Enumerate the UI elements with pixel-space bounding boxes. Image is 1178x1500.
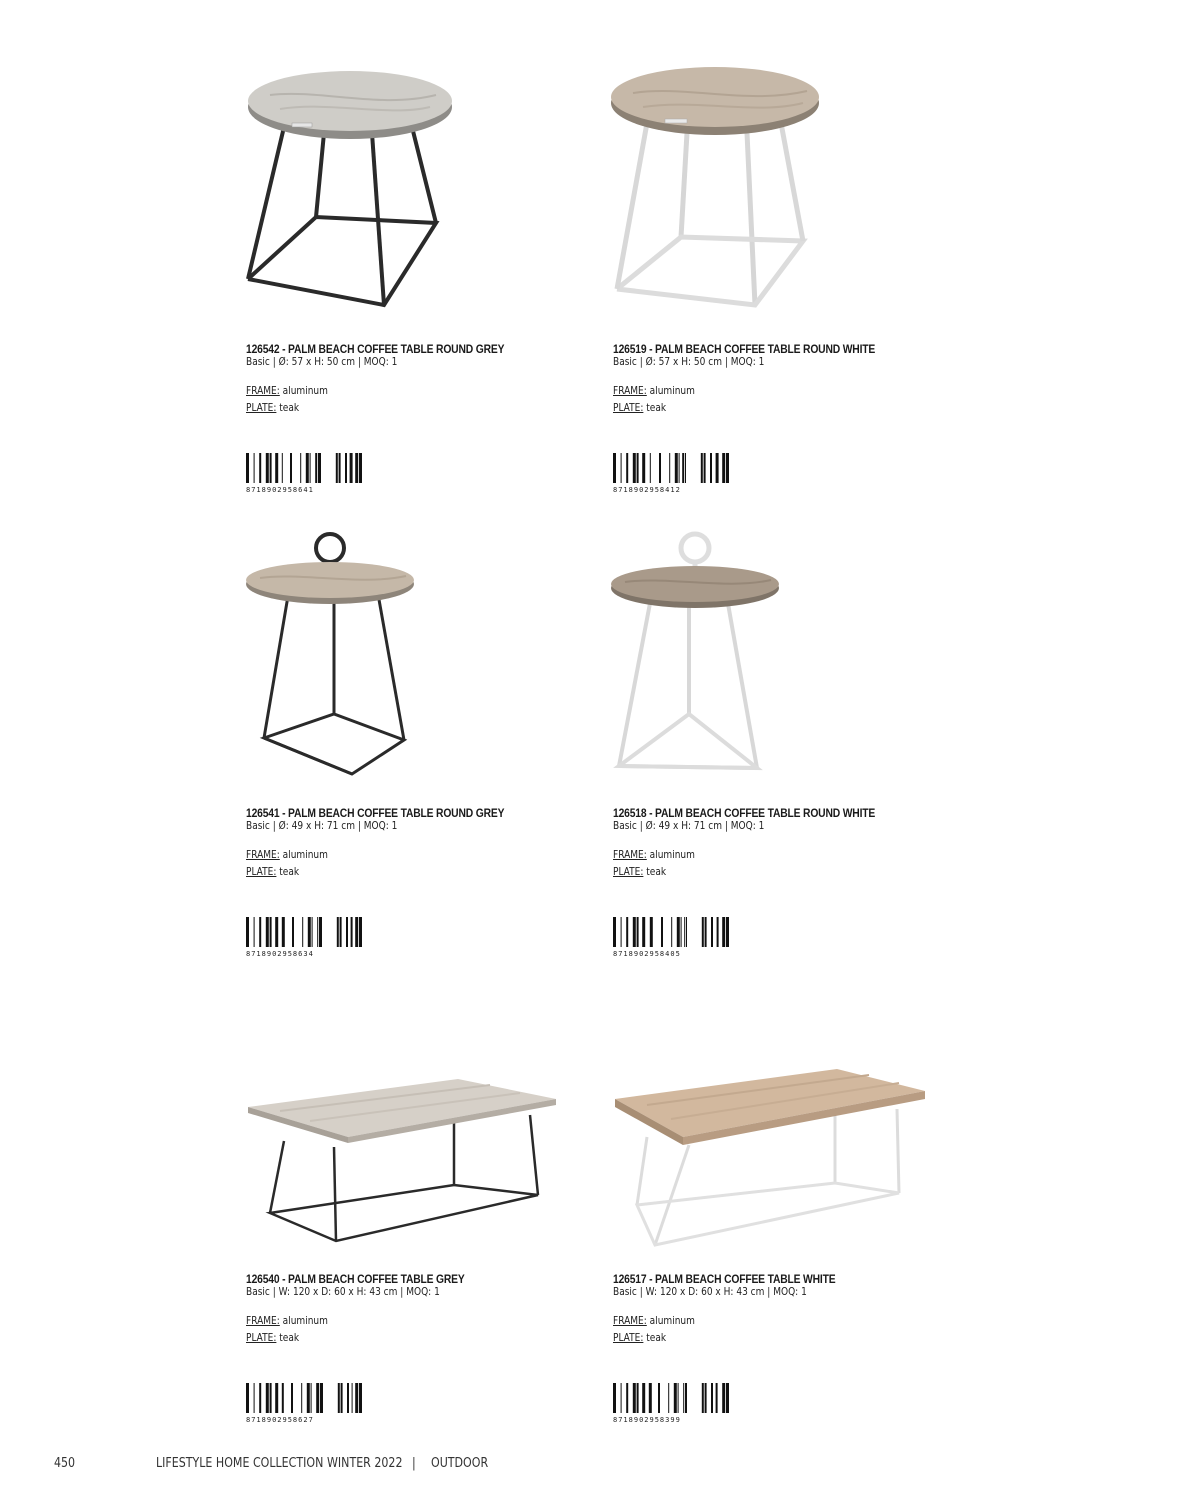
product-info — [613, 1273, 943, 1424]
barcode-bar — [246, 1383, 249, 1413]
plate-label: PLATE: — [246, 865, 277, 878]
barcode-bar — [246, 917, 249, 947]
barcode-bar — [310, 453, 311, 483]
product-image — [607, 1065, 937, 1255]
barcode-bar — [352, 1383, 353, 1413]
frame-label: FRAME: — [246, 384, 280, 397]
barcode-bar — [650, 917, 653, 947]
barcode-bar — [633, 917, 636, 947]
barcode-bar — [270, 453, 272, 483]
barcode-bar — [678, 1383, 679, 1413]
product-image — [240, 65, 570, 325]
barcode — [613, 1383, 731, 1424]
product-specs: Basic | Ø: 49 x H: 71 cm | MOQ: 1 — [613, 819, 765, 832]
plate-material — [246, 1329, 517, 1346]
barcode-bar — [717, 917, 719, 947]
plate-label: PLATE: — [246, 1331, 277, 1344]
barcode-bar — [266, 1383, 269, 1413]
barcode-bar — [347, 1383, 349, 1413]
barcode-bar — [637, 917, 639, 947]
barcode-bar — [722, 917, 725, 947]
barcode-bar — [668, 1383, 669, 1413]
page-number: 450 — [54, 1456, 76, 1471]
page-footer — [0, 1456, 1178, 1476]
barcode-bar — [626, 453, 628, 483]
product-info — [613, 343, 943, 494]
barcode-bar — [300, 453, 301, 483]
frame-value: aluminum — [282, 1314, 328, 1327]
barcode-bar — [710, 453, 712, 483]
barcode-bar — [722, 1383, 725, 1413]
barcode-bar — [338, 1383, 340, 1413]
barcode-bar — [311, 1383, 312, 1413]
product-title: 126540 - PALM BEACH COFFEE TABLE GREY — [246, 1272, 465, 1286]
barcode-bar — [337, 917, 339, 947]
barcode-bar — [642, 1383, 645, 1413]
plate-label: PLATE: — [613, 401, 644, 414]
frame-label: FRAME: — [246, 848, 280, 861]
barcode-bar — [340, 917, 342, 947]
barcode-bar — [711, 917, 713, 947]
barcode-bar — [359, 917, 362, 947]
product-card — [240, 1075, 570, 1255]
barcode-bar — [246, 453, 249, 483]
barcode-bar — [318, 453, 321, 483]
barcode-bar — [649, 1383, 652, 1413]
barcode-bar — [282, 917, 285, 947]
barcode-bar — [613, 917, 616, 947]
product-info — [613, 807, 943, 958]
barcode-bar — [308, 917, 311, 947]
barcode-bar — [684, 917, 685, 947]
barcode-bar — [658, 1383, 660, 1413]
plate-label: PLATE: — [246, 401, 277, 414]
barcode-bar — [626, 917, 628, 947]
barcode-bar — [674, 1383, 677, 1413]
barcode-bar — [683, 1383, 684, 1413]
barcode-bar — [320, 1383, 323, 1413]
barcode — [613, 917, 731, 958]
product-info — [246, 807, 576, 958]
barcode-bar — [351, 917, 353, 947]
barcode-bar — [669, 453, 670, 483]
barcode-bar — [704, 453, 706, 483]
barcode-bar — [716, 1383, 718, 1413]
ean-code: 8718902958412 — [613, 486, 681, 494]
barcode-bar — [716, 453, 719, 483]
plate-value: teak — [646, 865, 667, 878]
product-specs: Basic | W: 120 x D: 60 x H: 43 cm | MOQ: 1 — [613, 1285, 807, 1298]
frame-label: FRAME: — [246, 1314, 280, 1327]
barcode-bar — [671, 917, 672, 947]
barcode-bar — [705, 917, 707, 947]
barcode-bar — [681, 917, 682, 947]
frame-label: FRAME: — [613, 848, 647, 861]
barcode-bar — [266, 917, 269, 947]
barcode-bar — [677, 917, 680, 947]
barcode-bar — [336, 453, 338, 483]
product-info — [246, 343, 576, 494]
barcode-bar — [642, 917, 645, 947]
barcode-bar — [291, 1383, 293, 1413]
product-specs: Basic | Ø: 57 x H: 50 cm | MOQ: 1 — [246, 355, 398, 368]
product-image — [240, 1075, 570, 1255]
barcode-bar — [259, 453, 261, 483]
plate-material — [613, 399, 884, 416]
barcode-bar — [685, 453, 686, 483]
frame-material — [246, 846, 517, 863]
barcode-bar — [685, 1383, 687, 1413]
product-title: 126519 - PALM BEACH COFFEE TABLE ROUND WHITE — [613, 342, 876, 356]
barcode-bar — [316, 1383, 319, 1413]
product-image — [607, 528, 937, 788]
plate-value: teak — [646, 1331, 667, 1344]
season-label: WINTER 2022 — [327, 1456, 403, 1471]
barcode-bar — [637, 453, 639, 483]
barcode — [246, 453, 364, 494]
product-card — [240, 65, 570, 325]
barcode-bar — [702, 917, 704, 947]
product-card — [607, 65, 937, 325]
barcode-bar — [613, 1383, 616, 1413]
barcode-bar — [302, 917, 303, 947]
barcode-bar — [254, 1383, 255, 1413]
barcode-bar — [626, 1383, 628, 1413]
barcode-bar — [266, 453, 269, 483]
barcode-bar — [270, 1383, 272, 1413]
barcode-bar — [290, 453, 292, 483]
frame-value: aluminum — [649, 384, 695, 397]
product-title: 126542 - PALM BEACH COFFEE TABLE ROUND GREY — [246, 342, 505, 356]
barcode-bar — [711, 1383, 713, 1413]
barcode-bar — [259, 917, 261, 947]
barcode-bar — [701, 453, 703, 483]
plate-value: teak — [279, 401, 300, 414]
barcode-bar — [675, 453, 678, 483]
barcode-bar — [355, 917, 358, 947]
plate-material — [246, 863, 517, 880]
barcode — [246, 917, 364, 958]
barcode-bar — [355, 1383, 358, 1413]
barcode-bar — [275, 917, 278, 947]
ean-code: 8718902958634 — [246, 950, 314, 958]
collection-name: LIFESTYLE HOME COLLECTION — [156, 1456, 324, 1471]
product-specs: Basic | Ø: 57 x H: 50 cm | MOQ: 1 — [613, 355, 765, 368]
frame-material — [613, 1312, 884, 1329]
frame-material — [613, 382, 884, 399]
barcode-bar — [682, 453, 684, 483]
barcode-bar — [702, 1383, 704, 1413]
barcode-bar — [254, 917, 255, 947]
barcode-bar — [319, 917, 322, 947]
barcode-bar — [350, 453, 353, 483]
barcode-bar — [355, 453, 358, 483]
barcode-bar — [621, 453, 622, 483]
frame-value: aluminum — [282, 848, 328, 861]
plate-value: teak — [279, 865, 300, 878]
frame-material — [246, 382, 517, 399]
barcode-bar — [642, 453, 645, 483]
frame-value: aluminum — [649, 848, 695, 861]
product-card — [607, 528, 937, 788]
frame-value: aluminum — [282, 384, 328, 397]
plate-material — [613, 863, 884, 880]
barcode-bar — [621, 1383, 622, 1413]
barcode-bar — [633, 1383, 636, 1413]
barcode-bar — [726, 1383, 729, 1413]
barcode-bar — [650, 453, 651, 483]
ean-code: 8718902958641 — [246, 486, 314, 494]
product-title: 126517 - PALM BEACH COFFEE TABLE WHITE — [613, 1272, 836, 1286]
barcode-bar — [339, 453, 341, 483]
barcode-bar — [359, 1383, 362, 1413]
frame-material — [246, 1312, 517, 1329]
barcode-bar — [275, 1383, 278, 1413]
barcode-bar — [282, 453, 283, 483]
barcode-bar — [312, 917, 313, 947]
ean-code: 8718902958405 — [613, 950, 681, 958]
section-label: OUTDOOR — [431, 1456, 489, 1471]
ean-code: 8718902958399 — [613, 1416, 681, 1424]
product-card — [607, 1065, 937, 1255]
barcode-bar — [637, 1383, 639, 1413]
plate-value: teak — [646, 401, 667, 414]
product-card — [240, 528, 570, 788]
barcode-bar — [301, 1383, 302, 1413]
barcode-bar — [270, 917, 272, 947]
barcode-bar — [359, 453, 362, 483]
barcode-bar — [315, 453, 317, 483]
plate-material — [613, 1329, 884, 1346]
product-title: 126541 - PALM BEACH COFFEE TABLE ROUND GREY — [246, 806, 505, 820]
barcode-bar — [659, 453, 661, 483]
barcode-bar — [345, 453, 347, 483]
barcode-bar — [292, 917, 294, 947]
barcode-bar — [613, 453, 616, 483]
product-specs: Basic | Ø: 49 x H: 71 cm | MOQ: 1 — [246, 819, 398, 832]
plate-material — [246, 399, 517, 416]
plate-label: PLATE: — [613, 1331, 644, 1344]
barcode-bar — [306, 453, 309, 483]
ean-code: 8718902958627 — [246, 1416, 314, 1424]
barcode-bar — [254, 453, 255, 483]
barcode-bar — [307, 1383, 310, 1413]
product-image — [240, 528, 570, 788]
barcode-bar — [726, 917, 729, 947]
product-specs: Basic | W: 120 x D: 60 x H: 43 cm | MOQ: 1 — [246, 1285, 440, 1298]
barcode-bar — [341, 1383, 343, 1413]
barcode-bar — [621, 917, 622, 947]
barcode-bar — [726, 453, 729, 483]
barcode-bar — [633, 453, 636, 483]
barcode-bar — [259, 1383, 261, 1413]
barcode-bar — [317, 917, 318, 947]
product-info — [246, 1273, 576, 1424]
frame-label: FRAME: — [613, 1314, 647, 1327]
barcode-bar — [346, 917, 348, 947]
product-title: 126518 - PALM BEACH COFFEE TABLE ROUND WHITE — [613, 806, 876, 820]
barcode-bar — [661, 917, 663, 947]
product-image — [607, 65, 937, 325]
plate-label: PLATE: — [613, 865, 644, 878]
barcode-bar — [679, 453, 680, 483]
frame-label: FRAME: — [613, 384, 647, 397]
footer-separator: | — [412, 1456, 416, 1471]
barcode-bar — [686, 917, 687, 947]
barcode-bar — [705, 1383, 707, 1413]
barcode — [246, 1383, 364, 1424]
barcode-bar — [282, 1383, 284, 1413]
barcode-bar — [722, 453, 725, 483]
plate-value: teak — [279, 1331, 300, 1344]
barcode-bar — [275, 453, 278, 483]
frame-value: aluminum — [649, 1314, 695, 1327]
barcode — [613, 453, 731, 494]
frame-material — [613, 846, 884, 863]
